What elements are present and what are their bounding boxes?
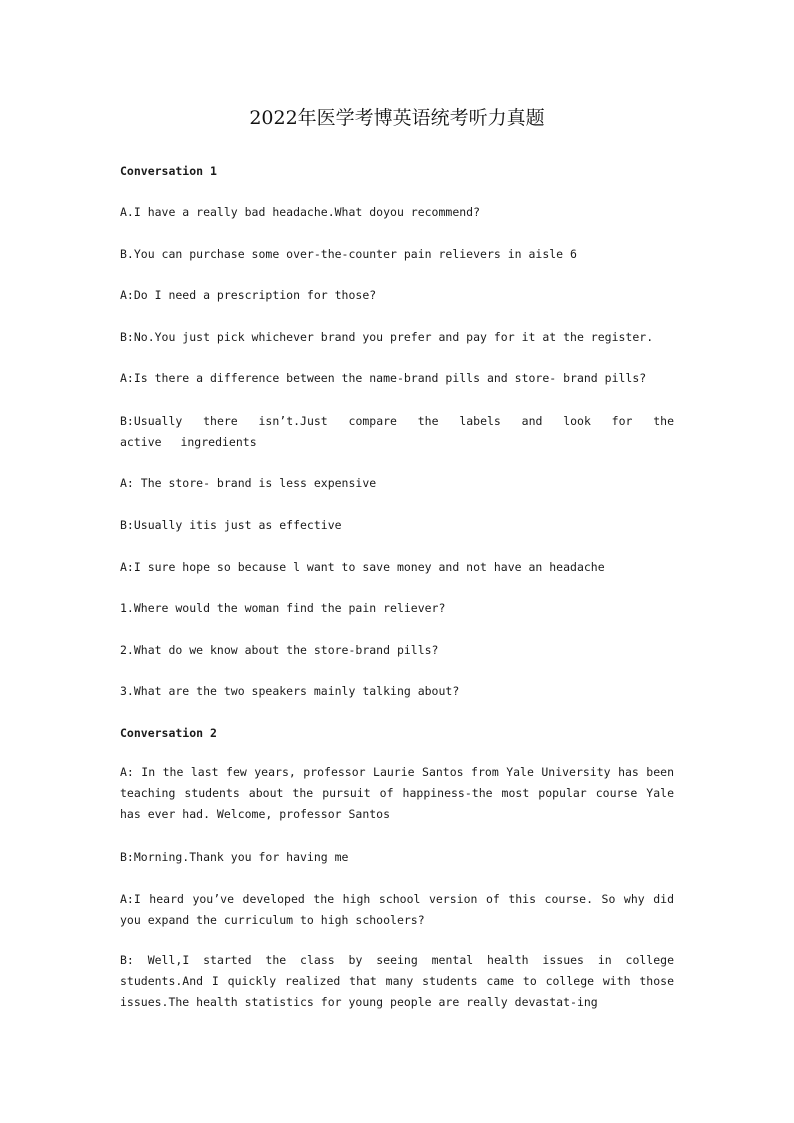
dialogue-line: A: The store- brand is less expensive: [120, 476, 377, 490]
question-item: 1.Where would the woman find the pain reliever?: [120, 601, 446, 615]
dialogue-line: A: In the last few years, professor Laurie Santos from Yale University has been teaching students about the pursuit of happiness-the most popular course Yale has ever had. Welcome, professor Santos: [120, 765, 674, 821]
dialogue-line: B:Morning.Thank you for having me: [120, 850, 349, 864]
dialogue-line: A:I heard you’ve developed the high school version of this course. So why did you expand the curriculum to high schoolers?: [120, 892, 674, 927]
conversation-2-heading: Conversation 2: [120, 726, 217, 740]
dialogue-line: B.You can purchase some over-the-counter pain relievers in aisle 6: [120, 247, 577, 261]
dialogue-line: A:Do I need a prescription for those?: [120, 288, 377, 302]
question-item: 3.What are the two speakers mainly talking about?: [120, 684, 460, 698]
document-title: 2022年医学考博英语统考听力真题: [249, 107, 545, 129]
dialogue-line: B:Usually itis just as effective: [120, 518, 342, 532]
question-item: 2.What do we know about the store-brand pills?: [120, 643, 439, 657]
conversation-1-heading: Conversation 1: [120, 164, 217, 178]
dialogue-line: A:Is there a difference between the name-brand pills and store- brand pills?: [120, 371, 647, 385]
dialogue-line: A:I sure hope so because l want to save money and not have an headache: [120, 560, 605, 574]
dialogue-line: B: Well,I started the class by seeing mental health issues in college students.And I quickly realized that many students came to college with those issues.The health statistics for young people are really devastat-ing: [120, 953, 674, 1009]
dialogue-line: A.I have a really bad headache.What doyou recommend?: [120, 205, 481, 219]
dialogue-line: B:No.You just pick whichever brand you prefer and pay for it at the register.: [120, 330, 654, 344]
dialogue-line: B:Usually there isn’t.Just compare the labels and look for the active ingredients: [120, 414, 674, 449]
